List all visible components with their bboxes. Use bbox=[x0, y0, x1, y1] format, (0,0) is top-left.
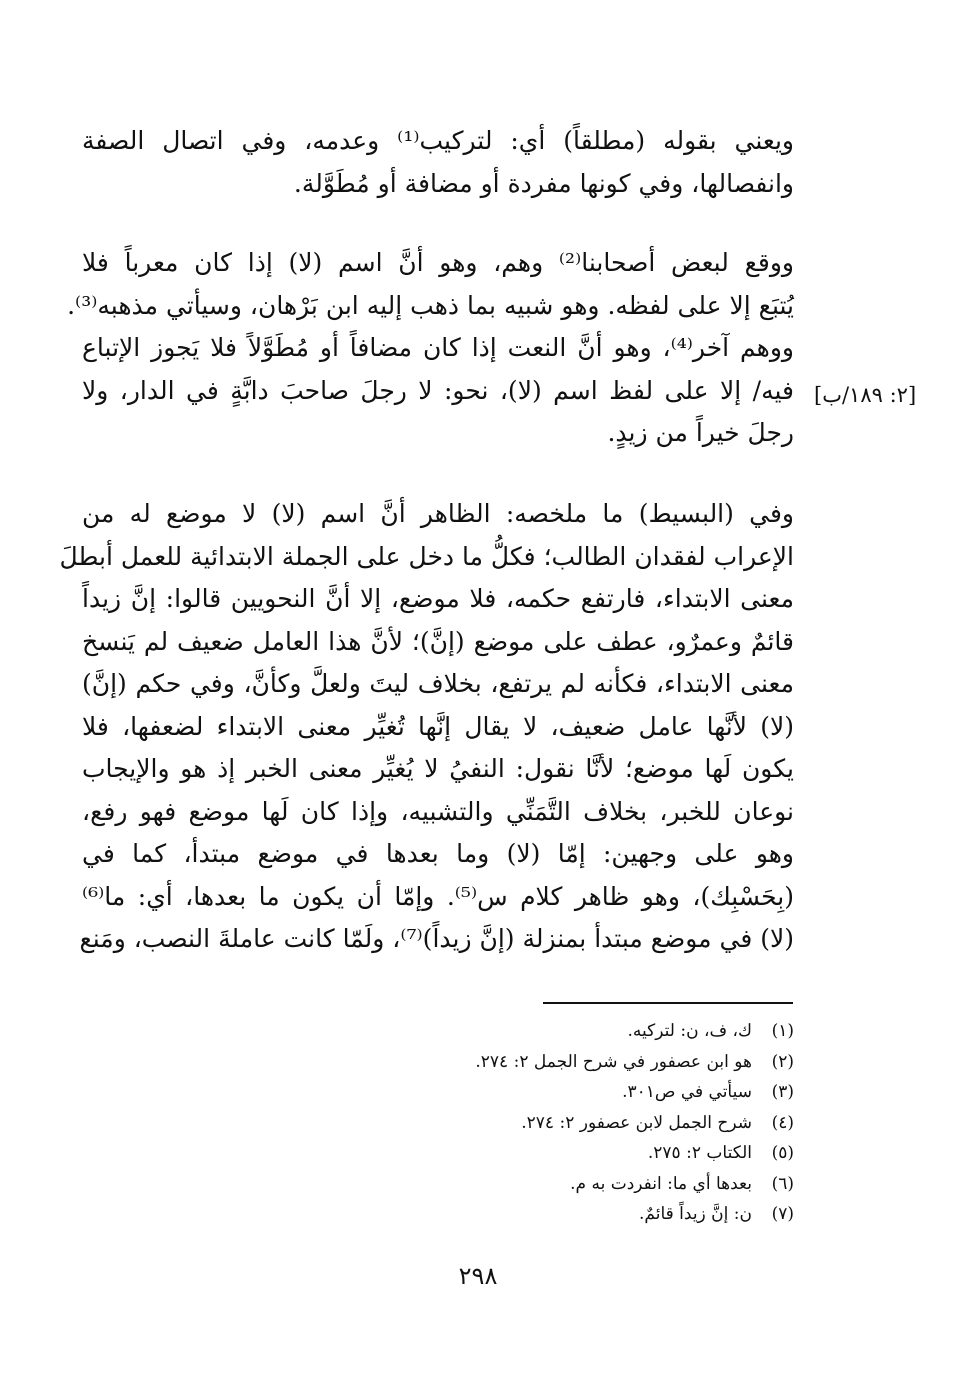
text-line: ووقع لبعض أصحابنا⁽²⁾ وهم، وهو أنَّ اسم (لا) إذا كان معرباً فلا bbox=[82, 248, 794, 277]
footnote-text: سيأتي في ص٣٠١. bbox=[622, 1082, 752, 1102]
footnote-number: (٧) bbox=[771, 1204, 794, 1224]
footnote-number: (٥) bbox=[771, 1143, 794, 1163]
footnote bbox=[300, 1077, 794, 1108]
footnote-text: شرح الجمل لابن عصفور ٢: ٢٧٤. bbox=[521, 1112, 752, 1133]
text-line: نوعان للخبر، بخلاف التَّمَنِّي والتشبيه، وإذا كان لَها موضع فهو رفع، bbox=[82, 796, 794, 826]
footnote-text: ن: إنَّ زيداً قائمٌ. bbox=[639, 1204, 752, 1224]
footnote bbox=[300, 1199, 794, 1230]
text-line: الإعراب لفقدان الطالب؛ فكلُّ ما دخل على الجملة الابتدائية للعمل أبطلَ bbox=[59, 541, 794, 571]
footnote bbox=[300, 1138, 794, 1169]
text-line: وفي (البسيط) ما ملخصه: الظاهر أنَّ اسم (لا) لا موضع له من bbox=[82, 499, 794, 528]
text-line: (بِحَسْبِك)، وهو ظاهر كلام س⁽⁵⁾. وإمّا أن يكون ما بعدها، أي: ما⁽⁶⁾ bbox=[82, 881, 794, 911]
footnote-number: (٦) bbox=[771, 1173, 794, 1194]
footnote-number: (٤) bbox=[771, 1112, 794, 1133]
text-line: وانفصالها، وفي كونها مفردة أو مضافة أو مُطَوَّلة. bbox=[293, 168, 794, 198]
paragraph-3 bbox=[59, 493, 794, 961]
text-line: وهو على وجهين: إمّا (لا) وما بعدها في موضع مبتدأ، كما في bbox=[82, 839, 794, 868]
footnote bbox=[300, 1169, 794, 1200]
footnote-divider bbox=[543, 1002, 793, 1004]
footnote-text: الكتاب ٢: ٢٧٥. bbox=[647, 1143, 752, 1163]
footnote-number: (٢) bbox=[771, 1051, 794, 1072]
footnote bbox=[300, 1016, 794, 1047]
text-line: معنى الابتداء، فارتفع حكمه، فلا موضع، إلا أنَّ النحويين قالوا: إنَّ زيداً bbox=[82, 584, 794, 613]
text-line: ووهم آخر⁽⁴⁾، وهو أنَّ النعت إذا كان مضافاً أو مُطَوَّلاً فلا يَجوز الإتباع bbox=[82, 333, 794, 362]
footnote-text: هو ابن عصفور في شرح الجمل ٢: ٢٧٤. bbox=[475, 1051, 752, 1072]
text-line: رجلَ خيراً من زيدٍ. bbox=[607, 418, 794, 447]
text-line: يُتبَع إلا على لفظه. وهو شبيه بما ذهب إليه ابن بَرْهان، وسيأتي مذهبه⁽³⁾. bbox=[67, 290, 794, 320]
text-line: فيه/ إلا على لفظ اسم (لا)، نحو: لا رجلَ صاحبَ دابَّةٍ في الدار، ولا bbox=[82, 375, 794, 405]
footnote-number: (٣) bbox=[771, 1082, 794, 1102]
footnotes bbox=[300, 1016, 794, 1230]
footnote bbox=[300, 1108, 794, 1139]
paragraph-2 bbox=[67, 242, 794, 455]
text-line: (لا) لأنَّها عامل ضعيف، لا يقال إنَّها تُغيِّر معنى الابتداء لضعفها، فلا bbox=[82, 711, 794, 741]
footnote-text: ك، ف، ن: لتركيه. bbox=[627, 1021, 752, 1041]
manuscript-margin-reference: [٢: ١٨٩/ب] bbox=[814, 383, 917, 407]
text-line: يكون لَها موضع؛ لأنَّا نقول: النفيُ لا يُغيِّر معنى الخبر إذ هو والإيجاب bbox=[82, 754, 794, 783]
text-line: معنى الابتداء، فكأنه لم يرتفع، بخلاف ليتَ ولعلَّ وكأنَّ، وفي حكم (إنَّ) bbox=[82, 669, 794, 698]
footnote bbox=[300, 1047, 794, 1078]
page-number: ٢٩٨ bbox=[458, 1262, 498, 1290]
paragraph-1 bbox=[82, 120, 794, 205]
text-line: قائمٌ وعمرٌو، عطف على موضع (إنَّ)؛ لأنَّ هذا العامل ضعيف لم يَنسخ bbox=[82, 626, 794, 656]
text-line: ويعني بقوله (مطلقاً) أي: لتركيب⁽¹⁾ وعدمه، وفي اتصال الصفة bbox=[82, 126, 794, 155]
text-line: (لا) في موضع مبتدأ بمنزلة (إنَّ زيداً)⁽⁷⁾، ولَمّا كانت عاملةَ النصب، ومَنع bbox=[79, 924, 794, 953]
footnote-number: (١) bbox=[771, 1021, 794, 1041]
footnote-text: بعدها أي ما: انفردت به م. bbox=[570, 1173, 752, 1194]
